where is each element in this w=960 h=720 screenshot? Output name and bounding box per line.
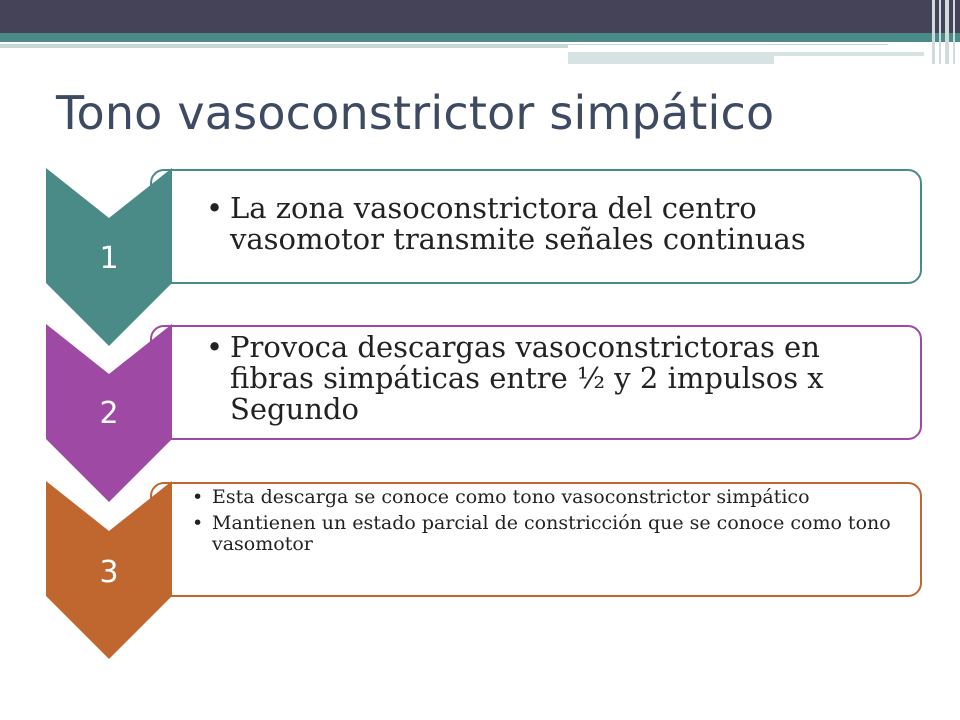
step-1-number: 1	[99, 241, 119, 276]
step-2-bullet: • Provoca descargas vasoconstrictoras en fibras simpáticas entre ½ y 2 impulsos x Segundo	[192, 332, 912, 425]
step-3-box	[150, 482, 922, 597]
slide-title: Tono vasoconstrictor simpático	[56, 86, 775, 140]
step-2-box	[150, 325, 922, 440]
step-3-list	[174, 487, 914, 560]
step-2-number: 2	[99, 396, 119, 431]
decor-line	[568, 44, 888, 48]
step-3-bullet: • Mantienen un estado parcial de constricción que se conoce como tono vasomotor	[174, 513, 914, 555]
accent-bar	[0, 33, 960, 42]
decor-line	[568, 52, 774, 64]
step-2-list	[192, 332, 912, 425]
step-2-chevron	[46, 324, 172, 502]
step-1-chevron	[46, 168, 172, 346]
step-3-bullet: • Esta descarga se conoce como tono vasoconstrictor simpático	[174, 487, 914, 508]
decor-stripes	[928, 0, 960, 64]
decor-line	[774, 52, 924, 56]
decor-line	[0, 44, 568, 48]
step-3-chevron	[46, 481, 172, 659]
step-1-list	[192, 193, 912, 255]
header-bar	[0, 0, 960, 33]
step-1-box	[150, 169, 922, 284]
step-1-bullet: • La zona vasoconstrictora del centro vasomotor transmite señales continuas	[192, 193, 912, 255]
step-3-number: 3	[99, 555, 119, 590]
